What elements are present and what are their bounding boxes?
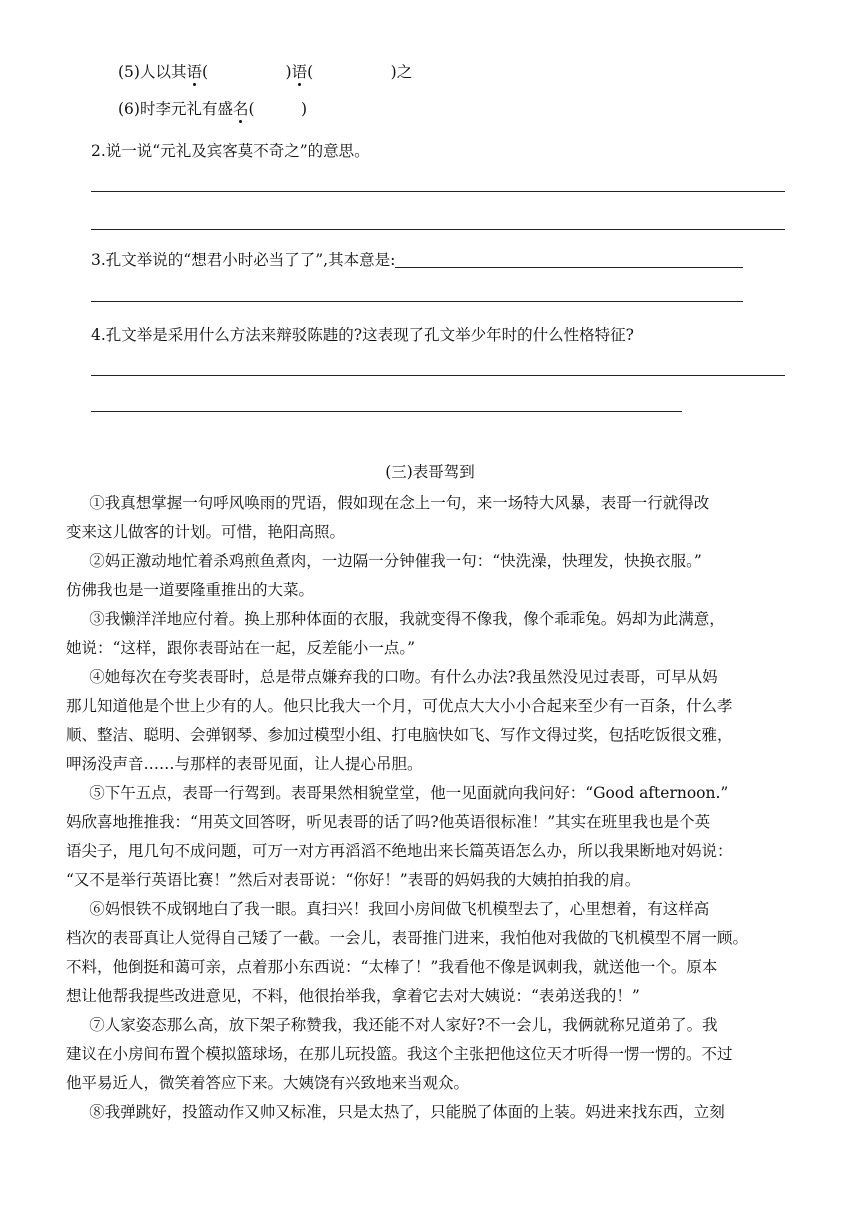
paragraph-7 — [66, 1011, 796, 1098]
item-6 — [118, 97, 307, 119]
item-6-answer-blank[interactable]: ( ) — [248, 100, 308, 118]
item-6-number: (6) — [118, 100, 140, 118]
item-5-suffix: 之 — [396, 63, 413, 81]
paragraph-line: 那儿知道他是个世上少有的人。他只比我大一个月，可优点大大小小合起来至少有一百条，什么孝 — [66, 697, 733, 715]
paragraph-line: 妈欣喜地推推我：“用英文回答呀，听见表哥的话了吗?他英语很标准！”其实在班里我也是个英 — [66, 813, 711, 831]
paragraph-line: 仿佛我也是一道要隆重推出的大菜。 — [66, 581, 315, 599]
item-5-dotted-char-1: 语 — [186, 60, 202, 82]
answer-line[interactable] — [91, 191, 785, 192]
paragraph-line: 呷汤没声音……与那样的表哥见面，让人提心吊胆。 — [66, 755, 423, 773]
paragraph-line: ③我懒洋洋地应付着。换上那种体面的衣服，我就变得不像我，像个乖乖兔。妈却为此满意， — [89, 610, 725, 628]
section-title: (三)表哥驾到 — [385, 463, 475, 481]
paragraph-8 — [66, 1098, 796, 1127]
paragraph-line: 想让他帮我提些改进意见，不料，他很抬举我，拿着它去对大姨说：“表弟送我的！” — [66, 987, 640, 1005]
paragraph-1 — [66, 489, 796, 547]
item-5-answer-blank-1[interactable]: ( ) — [202, 63, 292, 81]
paragraph-4 — [66, 663, 796, 779]
question-4: 4.孔文举是采用什么方法来辩驳陈韪的?这表现了孔文举少年时的什么性格特征? — [91, 326, 634, 344]
question-2: 2.说一说“元礼及宾客莫不奇之”的意思。 — [91, 142, 370, 160]
answer-line[interactable] — [91, 229, 785, 230]
answer-line[interactable] — [91, 301, 743, 302]
paragraph-3 — [66, 605, 796, 663]
passage — [66, 489, 796, 1127]
answer-line[interactable] — [91, 375, 785, 376]
paragraph-line: ①我真想掌握一句呼风唤雨的咒语，假如现在念上一句，来一场特大风暴，表哥一行就得改 — [89, 494, 710, 512]
item-5-number: (5) — [118, 63, 140, 81]
paragraph-line: ⑧我弹跳好，投篮动作又帅又标准，只是太热了，只能脱了体面的上装。妈进来找东西，立刻 — [89, 1103, 725, 1121]
paragraph-5 — [66, 779, 796, 895]
paragraph-line: “又不是举行英语比赛！”然后对表哥说：“你好！”表哥的妈妈我的大姨拍拍我的肩。 — [66, 871, 641, 889]
paragraph-line: 顺、整洁、聪明、会弹钢琴、参加过模型小组、打电脑快如飞、写作文得过奖，包括吃饭很文雅， — [66, 726, 733, 744]
paragraph-line: ⑦人家姿态那么高，放下架子称赞我，我还能不对人家好?不一会儿，我俩就称兄道弟了。我 — [89, 1016, 718, 1034]
paragraph-line: ⑥妈恨铁不成钢地白了我一眼。真扫兴！我回小房间做飞机模型去了，心里想着，有这样高 — [89, 900, 710, 918]
paragraph-line: ④她每次在夸奖表哥时，总是带点嫌弃我的口吻。有什么办法?我虽然没见过表哥，可早从妈 — [89, 668, 718, 686]
question-3-text: 3.孔文举说的“想君小时必当了了”,其本意是: — [91, 251, 396, 269]
item-5-answer-blank-2[interactable]: ( ) — [307, 63, 397, 81]
item-5-prefix: 人以其 — [139, 63, 187, 81]
item-5-dotted-char-2: 语 — [292, 60, 308, 82]
item-6-prefix: 时李元礼有盛 — [139, 100, 233, 118]
question-3 — [91, 248, 743, 270]
paragraph-line: 档次的表哥真让人觉得自己矮了一截。一会儿，表哥推门进来，我怕他对我做的飞机模型不屑一顾。 — [66, 929, 749, 947]
paragraph-line: 变来这儿做客的计划。可惜，艳阳高照。 — [66, 523, 346, 541]
paragraph-line: 不料，他倒挺和蔼可亲，点着那小东西说：“太棒了！”我看他不像是讽刺我，就送他一个。原本 — [66, 958, 718, 976]
paragraph-line: 她说：“这样，跟你表哥站在一起，反差能小一点。” — [66, 639, 416, 657]
paragraph-line: 建议在小房间布置个模拟篮球场，在那儿玩投篮。我这个主张把他这位天才听得一愣一愣的。不过 — [66, 1045, 733, 1063]
paragraph-2 — [66, 547, 796, 605]
paragraph-line: 语尖子，甩几句不成问题，可万一对方再滔滔不绝地出来长篇英语怎么办，所以我果断地对妈说： — [66, 842, 733, 860]
paragraph-line: ⑤下午五点，表哥一行驾到。表哥果然相貌堂堂，他一见面就向我问好：“Good afternoon.” — [89, 784, 729, 802]
paragraph-6 — [66, 895, 796, 1011]
answer-line[interactable] — [395, 251, 743, 268]
item-5 — [118, 60, 412, 82]
item-6-dotted-char: 名 — [233, 97, 249, 119]
answer-line[interactable] — [91, 411, 682, 412]
paragraph-line: 他平易近人，微笑着答应下来。大姨饶有兴致地来当观众。 — [66, 1074, 470, 1092]
paragraph-line: ②妈正激动地忙着杀鸡煎鱼煮肉，一边隔一分钟催我一句：“快洗澡，快理发，快换衣服。” — [89, 552, 702, 570]
